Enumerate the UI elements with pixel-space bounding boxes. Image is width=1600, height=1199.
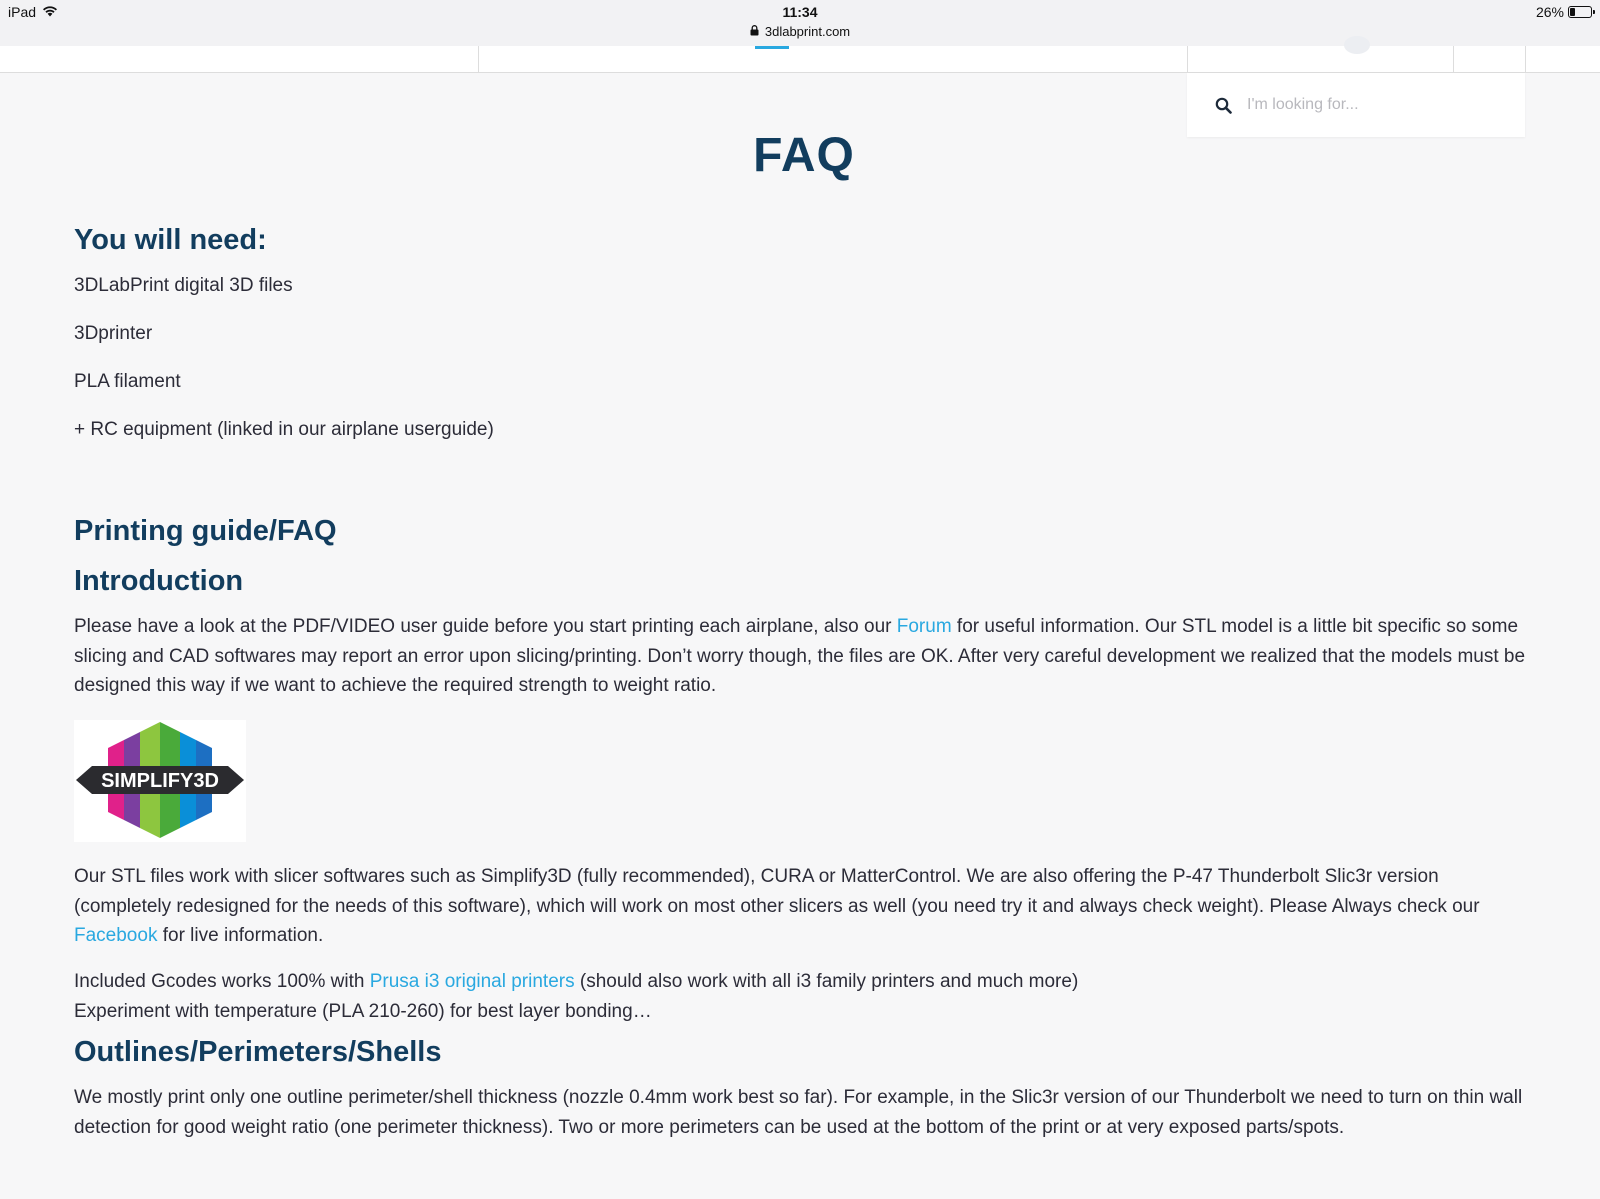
- url-text: 3dlabprint.com: [764, 24, 851, 39]
- list-item: 3DLabPrint digital 3D files: [74, 275, 293, 296]
- account-icon[interactable]: [1344, 36, 1370, 54]
- facebook-link[interactable]: Facebook: [74, 925, 158, 946]
- search-icon[interactable]: [1213, 95, 1233, 115]
- lock-icon: [750, 24, 759, 39]
- page-title: FAQ: [753, 129, 855, 182]
- intro-text-1: Please have a look at the PDF/VIDEO user guide before you start printing each airplane, also our: [74, 616, 897, 637]
- prusa-link[interactable]: Prusa i3 original printers: [369, 971, 575, 992]
- list-item: 3Dprinter: [74, 323, 153, 344]
- stl-paragraph: [74, 862, 1534, 951]
- introduction-heading: Introduction: [74, 565, 244, 597]
- site-navigation: [0, 46, 1600, 73]
- status-right: [1536, 4, 1592, 20]
- forum-link[interactable]: Forum: [896, 616, 952, 637]
- gcode-text-3: Experiment with temperature (PLA 210-260) for best layer bonding…: [74, 1000, 652, 1022]
- nav-divider: [1453, 46, 1454, 72]
- gcode-text-2: (should also work with all i3 family printers and much more): [574, 971, 1079, 992]
- clock: 11:34: [782, 4, 818, 20]
- battery-icon: [1568, 6, 1592, 18]
- outlines-paragraph: We mostly print only one outline perimeter/shell thickness (nozzle 0.4mm work best so far). For example, in the Slic3r version of our Thunderbolt we need to turn on thin wall detection for good weight ratio (one perimeter thickness). Two or more perimeters can be used at the bottom of the print or at very exposed parts/spots.: [74, 1087, 1523, 1138]
- list-item: + RC equipment (linked in our airplane userguide): [74, 419, 494, 440]
- gcode-paragraph: [74, 967, 1534, 1026]
- gcode-text-1: Included Gcodes works 100% with: [74, 971, 370, 992]
- battery-percent: 26%: [1535, 4, 1564, 20]
- search-input[interactable]: [1245, 95, 1509, 115]
- list-item: PLA filament: [74, 371, 181, 392]
- nav-active-indicator: [755, 46, 789, 49]
- printing-guide-heading: Printing guide/FAQ: [74, 515, 337, 547]
- nav-divider: [1187, 46, 1188, 72]
- introduction-paragraph: [74, 612, 1534, 701]
- stl-text-1: Our STL files work with slicer softwares such as Simplify3D (fully recommended), CURA or MatterControl. We are also offering the P-47 Thunderbolt Slic3r version (completely redesigned for the needs of this software), which will work on most other slicers as well (you need try it and always check weight). Please Always check our: [74, 866, 1480, 917]
- stl-text-2: for live information.: [157, 925, 324, 946]
- logo-text: SIMPLIFY3D: [101, 770, 219, 792]
- intro-text-2: for useful information. Our STL model is a little bit specific so some slicing and CAD softwares may report an error upon slicing/printing. Don’t worry though, the files are OK. After very careful development we realized that the models must be designed this way if we want to achieve the required strength to weight ratio.: [74, 616, 1526, 696]
- simplify3d-logo: [74, 720, 246, 842]
- nav-divider: [1525, 46, 1526, 72]
- device-label: iPad: [8, 4, 37, 20]
- nav-divider: [478, 46, 479, 72]
- you-will-need-heading: You will need:: [74, 224, 267, 256]
- outlines-heading: Outlines/Perimeters/Shells: [74, 1036, 442, 1068]
